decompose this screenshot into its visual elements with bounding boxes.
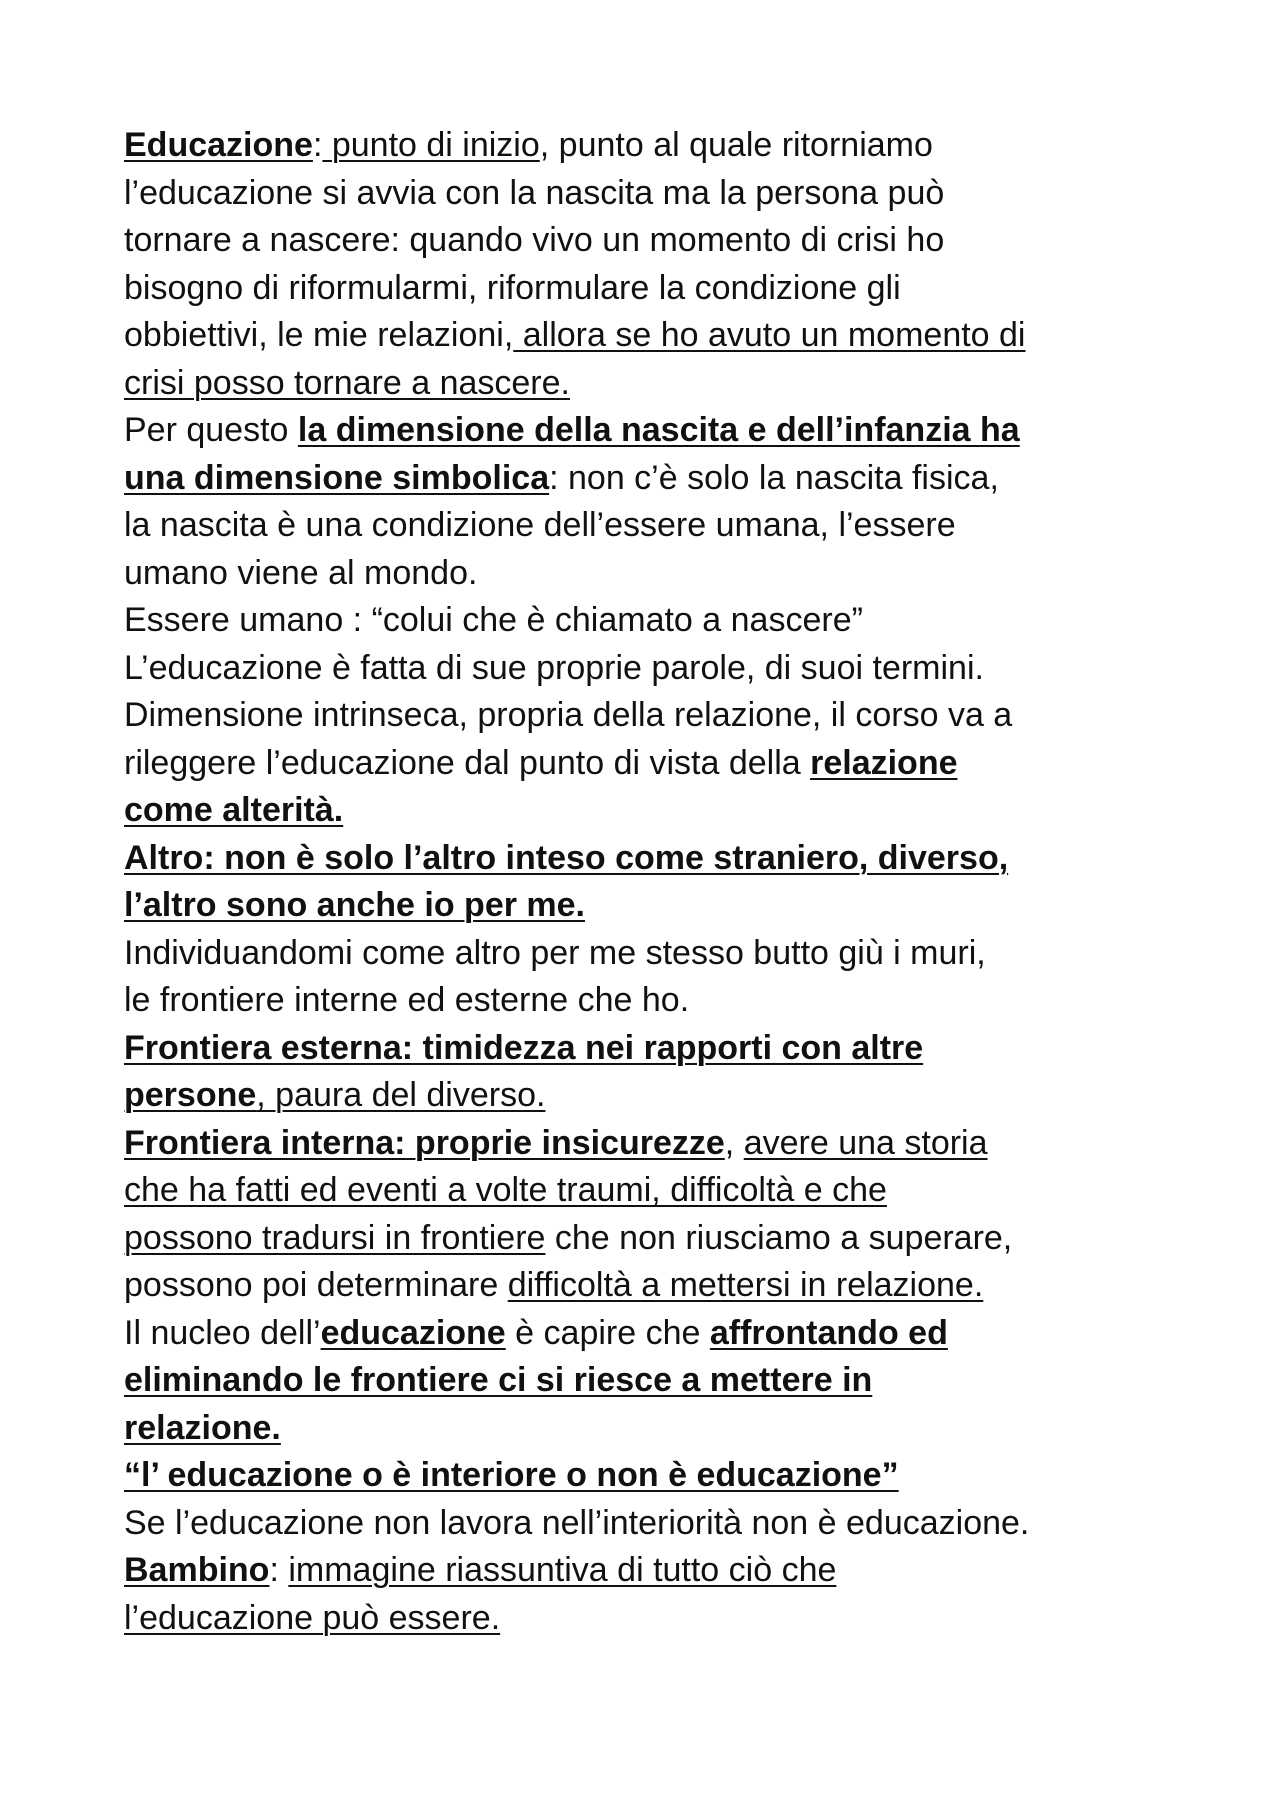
- text-segment: Frontiera esterna: timidezza nei rapporti con altre: [124, 1028, 924, 1067]
- text-segment: relazione: [810, 743, 958, 782]
- text-segment: Altro: non è solo l’altro inteso come straniero, diverso,: [124, 838, 1009, 877]
- text-segment: possono tradursi in frontiere: [124, 1218, 546, 1257]
- text-line: [124, 1595, 1184, 1643]
- text-segment: Bambino: [124, 1551, 270, 1589]
- text-segment: è capire che: [505, 1313, 710, 1352]
- text-segment: persone: [124, 1076, 257, 1114]
- text-line: [124, 835, 1184, 883]
- text-segment: , paura del diverso.: [256, 1076, 546, 1114]
- text-line: [124, 265, 1184, 313]
- text-segment: :: [312, 126, 323, 164]
- text-line: [124, 1310, 1184, 1358]
- text-segment: umano viene al mondo.: [124, 553, 478, 592]
- text-segment: l’educazione si avvia con la nascita ma la persona può: [124, 173, 945, 212]
- text-segment: L’educazione è fatta di sue proprie parole, di suoi termini.: [124, 648, 984, 687]
- text-segment: che non riusciamo a superare,: [545, 1218, 1013, 1257]
- text-line: [124, 312, 1184, 360]
- text-segment: rileggere l’educazione dal punto di vista della: [124, 743, 811, 782]
- text-segment: :: [269, 1551, 289, 1589]
- text-segment: obbiettivi, le mie relazioni,: [124, 316, 514, 354]
- text-line: [124, 1357, 1184, 1405]
- text-segment: immagine riassuntiva di tutto ciò che: [288, 1551, 837, 1589]
- text-segment: educazione: [320, 1313, 506, 1352]
- text-segment: Frontiera interna: proprie insicurezze: [124, 1123, 725, 1162]
- text-segment: : non c’è solo la nascita fisica,: [549, 458, 999, 497]
- text-line: [124, 882, 1184, 930]
- text-segment: Se l’educazione non lavora nell’interiorità non è educazione.: [124, 1503, 1030, 1542]
- text-line: [124, 692, 1184, 740]
- text-segment: una dimensione simbolica: [124, 458, 550, 497]
- text-line: [124, 407, 1184, 455]
- text-line: [124, 360, 1184, 408]
- text-segment: , punto al quale ritorniamo: [539, 126, 933, 164]
- notes-text: [124, 122, 1184, 1642]
- text-segment: affrontando ed: [709, 1313, 948, 1352]
- text-segment: la nascita è una condizione dell’essere umana, l’essere: [124, 506, 956, 544]
- text-line: [124, 217, 1184, 265]
- text-segment: l’altro sono anche io per me.: [124, 886, 585, 924]
- text-segment: Educazione: [124, 126, 313, 164]
- text-segment: crisi posso tornare a nascere.: [124, 363, 570, 402]
- text-segment: punto di inizio: [322, 126, 540, 164]
- text-segment: l’educazione può essere.: [124, 1598, 501, 1637]
- text-segment: la dimensione della nascita e dell’infanzia ha: [297, 411, 1020, 449]
- text-segment: che ha fatti ed eventi a volte traumi, difficoltà e che: [124, 1171, 887, 1209]
- text-segment: le frontiere interne ed esterne che ho.: [124, 981, 690, 1019]
- text-line: [124, 550, 1184, 598]
- text-segment: “l’ educazione o è interiore o non è educazione”: [124, 1456, 899, 1494]
- text-segment: tornare a nascere: quando vivo un momento di crisi ho: [124, 221, 945, 259]
- text-line: [124, 455, 1184, 503]
- text-segment: allora se ho avuto un momento di: [513, 316, 1026, 354]
- text-segment: come alterità.: [124, 791, 344, 829]
- text-line: [124, 1215, 1184, 1263]
- text-segment: difficoltà a mettersi in relazione.: [507, 1266, 984, 1304]
- text-segment: Dimensione intrinseca, propria della relazione, il corso va a: [124, 696, 1013, 734]
- text-line: [124, 930, 1184, 978]
- text-line: [124, 1547, 1184, 1595]
- text-line: [124, 1072, 1184, 1120]
- text-line: [124, 1167, 1184, 1215]
- text-line: [124, 645, 1184, 693]
- text-line: [124, 502, 1184, 550]
- text-segment: ,: [724, 1123, 744, 1162]
- text-segment: eliminando le frontiere ci si riesce a mettere in: [124, 1361, 873, 1399]
- text-line: [124, 787, 1184, 835]
- text-segment: Individuandomi come altro per me stesso butto giù i muri,: [124, 933, 986, 972]
- text-line: [124, 1405, 1184, 1453]
- text-segment: Il nucleo dell’: [124, 1313, 321, 1352]
- text-segment: possono poi determinare: [124, 1266, 508, 1304]
- text-line: [124, 977, 1184, 1025]
- text-line: [124, 1262, 1184, 1310]
- text-line: [124, 740, 1184, 788]
- text-segment: Essere umano : “colui che è chiamato a nascere”: [124, 601, 863, 639]
- text-line: [124, 1500, 1184, 1548]
- text-line: [124, 1452, 1184, 1500]
- text-line: [124, 1120, 1184, 1168]
- text-segment: relazione.: [124, 1408, 281, 1447]
- text-line: [124, 170, 1184, 218]
- text-segment: bisogno di riformularmi, riformulare la condizione gli: [124, 268, 901, 307]
- text-line: [124, 1025, 1184, 1073]
- text-segment: avere una storia: [743, 1123, 988, 1162]
- text-line: [124, 597, 1184, 645]
- text-line: [124, 122, 1184, 170]
- text-segment: Per questo: [124, 411, 298, 449]
